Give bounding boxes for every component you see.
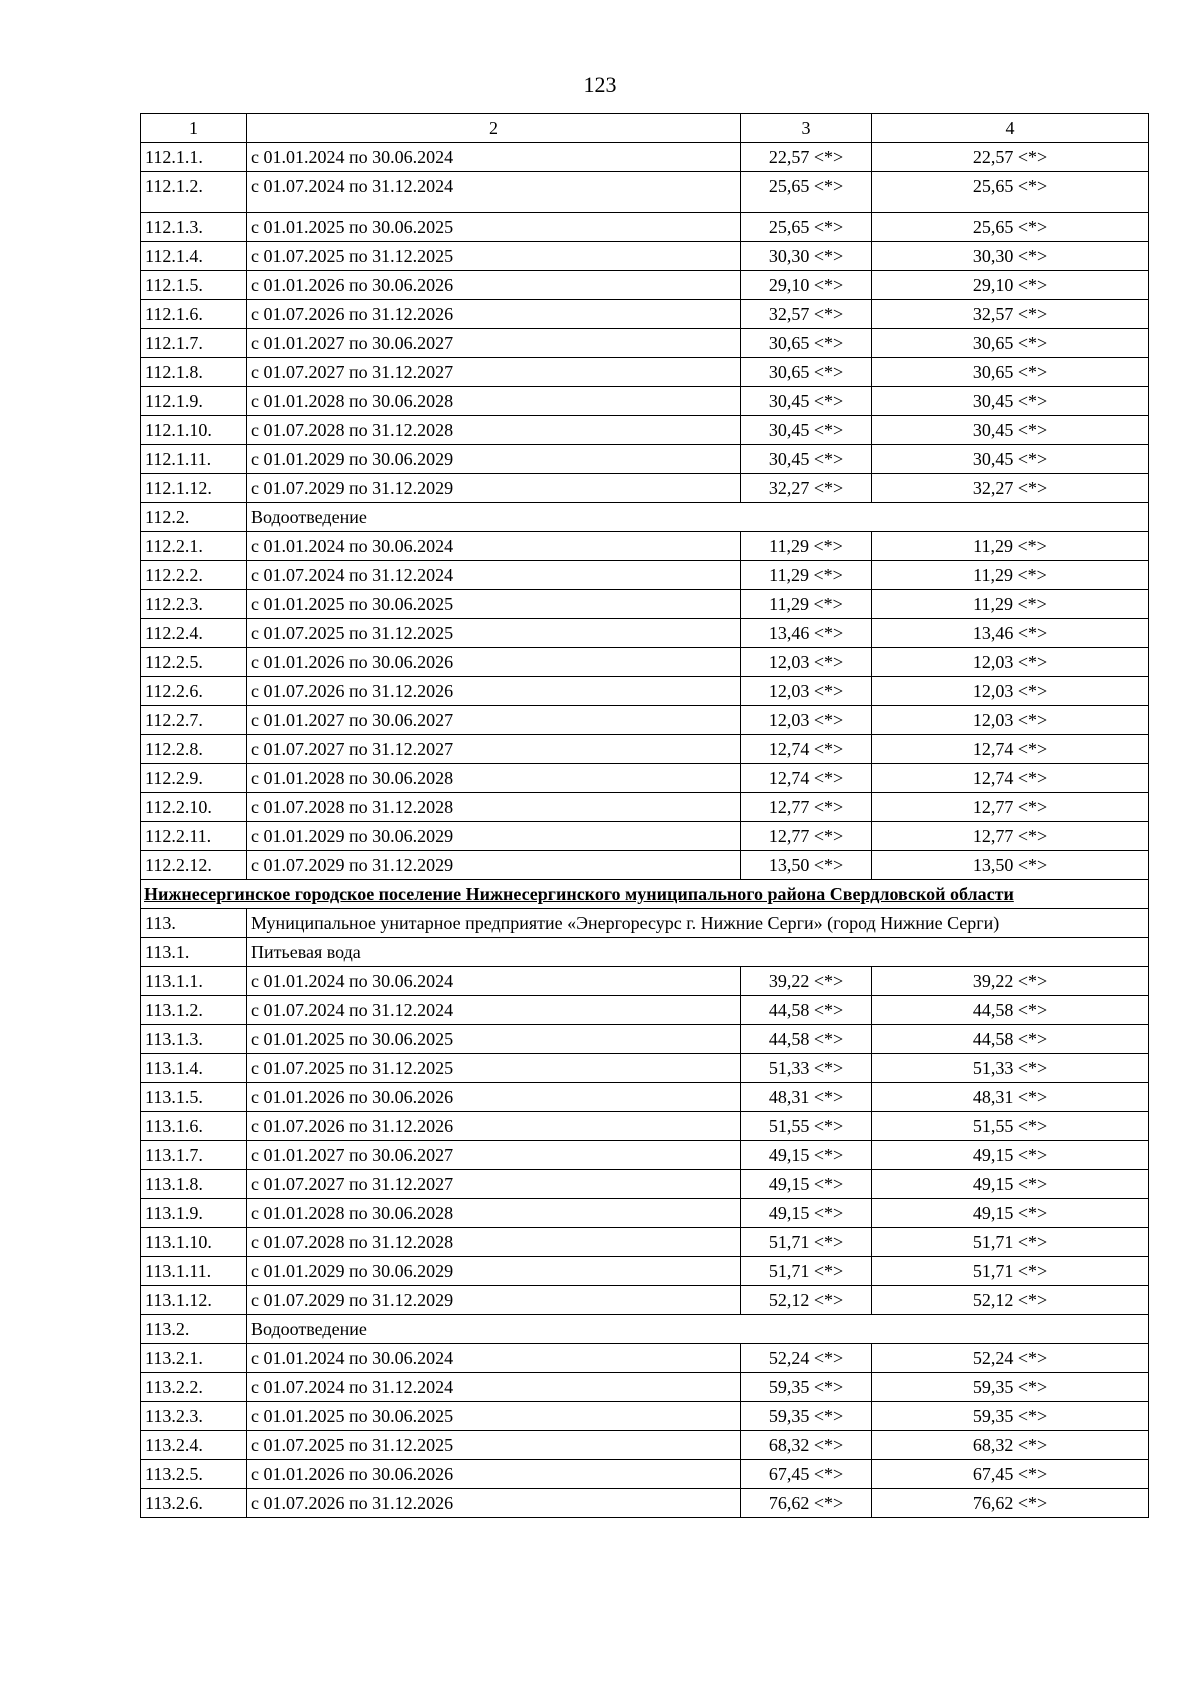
- period-cell: с 01.01.2029 по 30.06.2029: [247, 1257, 741, 1286]
- row-number: 113.1.5.: [141, 1083, 247, 1112]
- tariff-row: [141, 358, 1149, 387]
- tariff-row: [141, 532, 1149, 561]
- tariff-value-col3: 52,24 <*>: [741, 1344, 872, 1373]
- row-number: 113.1.6.: [141, 1112, 247, 1141]
- tariff-value-col3: 49,15 <*>: [741, 1199, 872, 1228]
- tariff-row: [141, 1257, 1149, 1286]
- tariff-value-col3: 48,31 <*>: [741, 1083, 872, 1112]
- row-number: 112.1.2.: [141, 172, 247, 213]
- tariff-row: [141, 619, 1149, 648]
- period-cell: с 01.01.2024 по 30.06.2024: [247, 143, 741, 172]
- tariff-value-col3: 44,58 <*>: [741, 996, 872, 1025]
- tariff-value-col4: 30,45 <*>: [872, 445, 1149, 474]
- tariff-value-col4: 30,65 <*>: [872, 358, 1149, 387]
- tariff-table: [140, 113, 1149, 1518]
- row-number: 113.1.8.: [141, 1170, 247, 1199]
- tariff-value-col4: 39,22 <*>: [872, 967, 1149, 996]
- period-cell: с 01.07.2027 по 31.12.2027: [247, 358, 741, 387]
- tariff-value-col4: 59,35 <*>: [872, 1373, 1149, 1402]
- period-cell: с 01.07.2027 по 31.12.2027: [247, 1170, 741, 1199]
- tariff-value-col4: 32,57 <*>: [872, 300, 1149, 329]
- tariff-value-col3: 76,62 <*>: [741, 1489, 872, 1518]
- tariff-row: [141, 1460, 1149, 1489]
- row-number: 112.1.5.: [141, 271, 247, 300]
- tariff-value-col3: 39,22 <*>: [741, 967, 872, 996]
- period-cell: с 01.01.2025 по 30.06.2025: [247, 1025, 741, 1054]
- tariff-value-col4: 25,65 <*>: [872, 213, 1149, 242]
- tariff-row: [141, 300, 1149, 329]
- section-title: Муниципальное унитарное предприятие «Энергоресурс г. Нижние Серги» (город Нижние Серги): [247, 909, 1149, 938]
- tariff-value-col4: 11,29 <*>: [872, 532, 1149, 561]
- section-row: [141, 1315, 1149, 1344]
- period-cell: с 01.07.2025 по 31.12.2025: [247, 1054, 741, 1083]
- tariff-value-col4: 76,62 <*>: [872, 1489, 1149, 1518]
- row-number: 112.2.4.: [141, 619, 247, 648]
- period-cell: с 01.07.2024 по 31.12.2024: [247, 996, 741, 1025]
- tariff-row: [141, 851, 1149, 880]
- tariff-row: [141, 1228, 1149, 1257]
- tariff-value-col3: 25,65 <*>: [741, 172, 872, 213]
- tariff-row: [141, 1054, 1149, 1083]
- row-number: 112.2.11.: [141, 822, 247, 851]
- period-cell: с 01.07.2027 по 31.12.2027: [247, 735, 741, 764]
- period-cell: с 01.07.2024 по 31.12.2024: [247, 561, 741, 590]
- tariff-value-col3: 30,65 <*>: [741, 358, 872, 387]
- tariff-row: [141, 1489, 1149, 1518]
- tariff-row: [141, 967, 1149, 996]
- tariff-value-col3: 13,46 <*>: [741, 619, 872, 648]
- tariff-row: [141, 1170, 1149, 1199]
- tariff-value-col4: 11,29 <*>: [872, 561, 1149, 590]
- tariff-value-col3: 12,03 <*>: [741, 677, 872, 706]
- tariff-value-col4: 30,45 <*>: [872, 387, 1149, 416]
- tariff-value-col3: 59,35 <*>: [741, 1402, 872, 1431]
- tariff-row: [141, 1083, 1149, 1112]
- tariff-row: [141, 1286, 1149, 1315]
- tariff-value-col4: 52,24 <*>: [872, 1344, 1149, 1373]
- tariff-value-col4: 12,74 <*>: [872, 764, 1149, 793]
- tariff-row: [141, 1141, 1149, 1170]
- tariff-value-col3: 32,57 <*>: [741, 300, 872, 329]
- period-cell: с 01.07.2028 по 31.12.2028: [247, 416, 741, 445]
- tariff-value-col3: 49,15 <*>: [741, 1141, 872, 1170]
- period-cell: с 01.01.2025 по 30.06.2025: [247, 213, 741, 242]
- period-cell: с 01.07.2026 по 31.12.2026: [247, 677, 741, 706]
- row-number: 113.2.5.: [141, 1460, 247, 1489]
- row-number: 113.1.3.: [141, 1025, 247, 1054]
- period-cell: с 01.07.2029 по 31.12.2029: [247, 1286, 741, 1315]
- tariff-value-col4: 49,15 <*>: [872, 1170, 1149, 1199]
- row-number: 112.1.7.: [141, 329, 247, 358]
- period-cell: с 01.01.2024 по 30.06.2024: [247, 1344, 741, 1373]
- tariff-value-col3: 68,32 <*>: [741, 1431, 872, 1460]
- tariff-value-col4: 12,03 <*>: [872, 706, 1149, 735]
- tariff-value-col3: 59,35 <*>: [741, 1373, 872, 1402]
- tariff-value-col3: 30,30 <*>: [741, 242, 872, 271]
- column-number-3: 3: [741, 114, 872, 143]
- tariff-row: [141, 242, 1149, 271]
- row-number: 113.2.6.: [141, 1489, 247, 1518]
- section-row: [141, 938, 1149, 967]
- tariff-value-col4: 11,29 <*>: [872, 590, 1149, 619]
- page-number: 123: [583, 72, 617, 97]
- row-number: 113.1.9.: [141, 1199, 247, 1228]
- row-number: 112.1.9.: [141, 387, 247, 416]
- section-row: [141, 909, 1149, 938]
- tariff-row: [141, 271, 1149, 300]
- row-number: 113.1.11.: [141, 1257, 247, 1286]
- row-number: 113.1.10.: [141, 1228, 247, 1257]
- tariff-row: [141, 590, 1149, 619]
- tariff-row: [141, 445, 1149, 474]
- row-number: 112.1.3.: [141, 213, 247, 242]
- tariff-row: [141, 1112, 1149, 1141]
- period-cell: с 01.01.2029 по 30.06.2029: [247, 822, 741, 851]
- tariff-value-col4: 51,71 <*>: [872, 1228, 1149, 1257]
- tariff-value-col4: 49,15 <*>: [872, 1199, 1149, 1228]
- tariff-row: [141, 329, 1149, 358]
- tariff-value-col3: 12,77 <*>: [741, 793, 872, 822]
- tariff-value-col4: 30,65 <*>: [872, 329, 1149, 358]
- tariff-value-col4: 22,57 <*>: [872, 143, 1149, 172]
- period-cell: с 01.01.2028 по 30.06.2028: [247, 1199, 741, 1228]
- row-number: 113.1.12.: [141, 1286, 247, 1315]
- tariff-value-col3: 67,45 <*>: [741, 1460, 872, 1489]
- tariff-row: [141, 735, 1149, 764]
- tariff-value-col3: 30,45 <*>: [741, 445, 872, 474]
- row-number: 113.1.4.: [141, 1054, 247, 1083]
- row-number: 112.2.5.: [141, 648, 247, 677]
- period-cell: с 01.07.2026 по 31.12.2026: [247, 1489, 741, 1518]
- tariff-value-col3: 51,71 <*>: [741, 1228, 872, 1257]
- row-number: 112.2.7.: [141, 706, 247, 735]
- tariff-value-col3: 12,77 <*>: [741, 822, 872, 851]
- tariff-value-col3: 51,33 <*>: [741, 1054, 872, 1083]
- period-cell: с 01.07.2025 по 31.12.2025: [247, 1431, 741, 1460]
- tariff-value-col4: 51,55 <*>: [872, 1112, 1149, 1141]
- tariff-value-col3: 12,03 <*>: [741, 706, 872, 735]
- row-number: 113.2.3.: [141, 1402, 247, 1431]
- column-number-row: [141, 114, 1149, 143]
- section-title: Водоотведение: [247, 1315, 1149, 1344]
- tariff-row: [141, 1199, 1149, 1228]
- row-number: 112.2.12.: [141, 851, 247, 880]
- tariff-value-col3: 51,55 <*>: [741, 1112, 872, 1141]
- tariff-row: [141, 793, 1149, 822]
- row-number: 113.1.2.: [141, 996, 247, 1025]
- period-cell: с 01.01.2026 по 30.06.2026: [247, 271, 741, 300]
- row-number: 112.2.8.: [141, 735, 247, 764]
- tariff-row: [141, 143, 1149, 172]
- tariff-value-col3: 11,29 <*>: [741, 561, 872, 590]
- row-number: 112.2.1.: [141, 532, 247, 561]
- tariff-row: [141, 1025, 1149, 1054]
- tariff-row: [141, 648, 1149, 677]
- tariff-value-col4: 59,35 <*>: [872, 1402, 1149, 1431]
- row-number: 113.2.2.: [141, 1373, 247, 1402]
- tariff-value-col4: 12,74 <*>: [872, 735, 1149, 764]
- section-number: 113.2.: [141, 1315, 247, 1344]
- tariff-value-col4: 32,27 <*>: [872, 474, 1149, 503]
- tariff-value-col4: 30,45 <*>: [872, 416, 1149, 445]
- tariff-table-body: [141, 114, 1149, 1518]
- period-cell: с 01.01.2026 по 30.06.2026: [247, 648, 741, 677]
- tariff-value-col4: 13,50 <*>: [872, 851, 1149, 880]
- tariff-value-col4: 52,12 <*>: [872, 1286, 1149, 1315]
- period-cell: с 01.07.2026 по 31.12.2026: [247, 300, 741, 329]
- row-number: 112.2.10.: [141, 793, 247, 822]
- tariff-value-col3: 51,71 <*>: [741, 1257, 872, 1286]
- tariff-row: [141, 677, 1149, 706]
- section-row: [141, 503, 1149, 532]
- tariff-value-col4: 51,71 <*>: [872, 1257, 1149, 1286]
- tariff-value-col4: 68,32 <*>: [872, 1431, 1149, 1460]
- tariff-row: [141, 1373, 1149, 1402]
- period-cell: с 01.01.2025 по 30.06.2025: [247, 590, 741, 619]
- row-number: 112.1.6.: [141, 300, 247, 329]
- tariff-row: [141, 996, 1149, 1025]
- tariff-row: [141, 822, 1149, 851]
- tariff-value-col3: 25,65 <*>: [741, 213, 872, 242]
- period-cell: с 01.01.2027 по 30.06.2027: [247, 706, 741, 735]
- region-heading: Нижнесергинское городское поселение Нижнесергинского муниципального района Свердловской области: [141, 880, 1149, 909]
- row-number: 112.1.4.: [141, 242, 247, 271]
- tariff-value-col3: 32,27 <*>: [741, 474, 872, 503]
- row-number: 112.2.2.: [141, 561, 247, 590]
- row-number: 112.1.8.: [141, 358, 247, 387]
- tariff-value-col3: 11,29 <*>: [741, 590, 872, 619]
- period-cell: с 01.07.2028 по 31.12.2028: [247, 793, 741, 822]
- section-title: Водоотведение: [247, 503, 1149, 532]
- tariff-value-col3: 49,15 <*>: [741, 1170, 872, 1199]
- row-number: 113.2.4.: [141, 1431, 247, 1460]
- row-number: 112.1.11.: [141, 445, 247, 474]
- period-cell: с 01.07.2025 по 31.12.2025: [247, 242, 741, 271]
- section-number: 112.2.: [141, 503, 247, 532]
- tariff-row: [141, 1344, 1149, 1373]
- period-cell: с 01.01.2024 по 30.06.2024: [247, 967, 741, 996]
- tariff-value-col3: 30,65 <*>: [741, 329, 872, 358]
- tariff-value-col3: 30,45 <*>: [741, 416, 872, 445]
- column-number-4: 4: [872, 114, 1149, 143]
- column-number-2: 2: [247, 114, 741, 143]
- tariff-row: [141, 1431, 1149, 1460]
- tariff-value-col4: 12,03 <*>: [872, 677, 1149, 706]
- row-number: 112.1.1.: [141, 143, 247, 172]
- period-cell: с 01.01.2027 по 30.06.2027: [247, 329, 741, 358]
- tariff-value-col4: 29,10 <*>: [872, 271, 1149, 300]
- tariff-value-col3: 22,57 <*>: [741, 143, 872, 172]
- tariff-value-col3: 12,03 <*>: [741, 648, 872, 677]
- tariff-value-col3: 11,29 <*>: [741, 532, 872, 561]
- period-cell: с 01.01.2026 по 30.06.2026: [247, 1460, 741, 1489]
- tariff-value-col4: 51,33 <*>: [872, 1054, 1149, 1083]
- period-cell: с 01.01.2029 по 30.06.2029: [247, 445, 741, 474]
- tariff-value-col4: 12,77 <*>: [872, 793, 1149, 822]
- tariff-value-col3: 52,12 <*>: [741, 1286, 872, 1315]
- period-cell: с 01.07.2029 по 31.12.2029: [247, 851, 741, 880]
- row-number: 112.2.3.: [141, 590, 247, 619]
- period-cell: с 01.01.2024 по 30.06.2024: [247, 532, 741, 561]
- column-number-1: 1: [141, 114, 247, 143]
- tariff-row: [141, 416, 1149, 445]
- tariff-value-col4: 25,65 <*>: [872, 172, 1149, 213]
- tariff-value-col3: 12,74 <*>: [741, 764, 872, 793]
- tariff-value-col4: 12,03 <*>: [872, 648, 1149, 677]
- period-cell: с 01.07.2024 по 31.12.2024: [247, 172, 741, 213]
- tariff-row: [141, 706, 1149, 735]
- region-heading-row: [141, 880, 1149, 909]
- tariff-row: [141, 387, 1149, 416]
- tariff-value-col4: 67,45 <*>: [872, 1460, 1149, 1489]
- tariff-value-col3: 44,58 <*>: [741, 1025, 872, 1054]
- row-number: 113.2.1.: [141, 1344, 247, 1373]
- period-cell: с 01.07.2026 по 31.12.2026: [247, 1112, 741, 1141]
- tariff-value-col3: 30,45 <*>: [741, 387, 872, 416]
- tariff-value-col4: 44,58 <*>: [872, 1025, 1149, 1054]
- period-cell: с 01.07.2028 по 31.12.2028: [247, 1228, 741, 1257]
- tariff-value-col3: 12,74 <*>: [741, 735, 872, 764]
- tariff-row: [141, 1402, 1149, 1431]
- period-cell: с 01.01.2027 по 30.06.2027: [247, 1141, 741, 1170]
- row-number: 112.1.12.: [141, 474, 247, 503]
- period-cell: с 01.01.2028 по 30.06.2028: [247, 387, 741, 416]
- tariff-value-col4: 48,31 <*>: [872, 1083, 1149, 1112]
- tariff-value-col4: 12,77 <*>: [872, 822, 1149, 851]
- tariff-row: [141, 172, 1149, 213]
- period-cell: с 01.01.2025 по 30.06.2025: [247, 1402, 741, 1431]
- tariff-row: [141, 561, 1149, 590]
- row-number: 113.1.1.: [141, 967, 247, 996]
- tariff-row: [141, 764, 1149, 793]
- period-cell: с 01.07.2029 по 31.12.2029: [247, 474, 741, 503]
- row-number: 113.1.7.: [141, 1141, 247, 1170]
- tariff-row: [141, 213, 1149, 242]
- row-number: 112.1.10.: [141, 416, 247, 445]
- period-cell: с 01.01.2028 по 30.06.2028: [247, 764, 741, 793]
- tariff-value-col4: 49,15 <*>: [872, 1141, 1149, 1170]
- section-title: Питьевая вода: [247, 938, 1149, 967]
- period-cell: с 01.07.2025 по 31.12.2025: [247, 619, 741, 648]
- tariff-value-col3: 13,50 <*>: [741, 851, 872, 880]
- tariff-value-col4: 13,46 <*>: [872, 619, 1149, 648]
- period-cell: с 01.01.2026 по 30.06.2026: [247, 1083, 741, 1112]
- tariff-value-col3: 29,10 <*>: [741, 271, 872, 300]
- tariff-row: [141, 474, 1149, 503]
- section-number: 113.1.: [141, 938, 247, 967]
- tariff-value-col4: 30,30 <*>: [872, 242, 1149, 271]
- tariff-value-col4: 44,58 <*>: [872, 996, 1149, 1025]
- row-number: 112.2.6.: [141, 677, 247, 706]
- section-number: 113.: [141, 909, 247, 938]
- row-number: 112.2.9.: [141, 764, 247, 793]
- period-cell: с 01.07.2024 по 31.12.2024: [247, 1373, 741, 1402]
